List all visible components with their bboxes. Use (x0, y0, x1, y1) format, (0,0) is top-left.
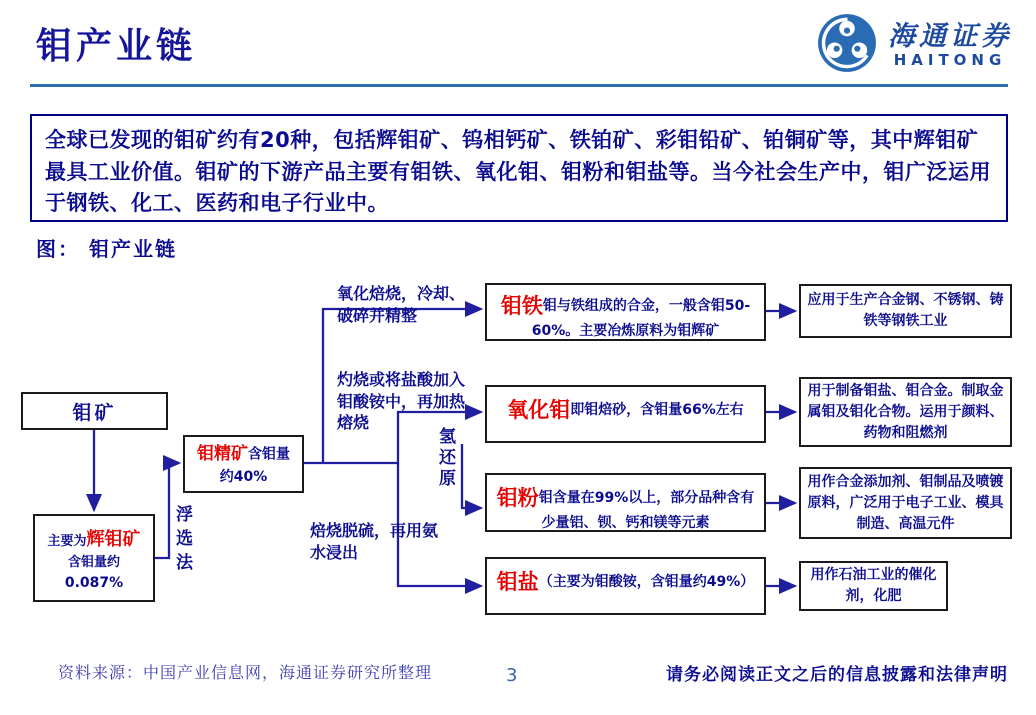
footer-disclaimer: 请务必阅读正文之后的信息披露和法律声明 (666, 665, 1008, 685)
box-molybdenum-ore-label: 钼矿 (72, 401, 117, 424)
header-rule (30, 84, 1008, 87)
box-molybdenum-oxide (485, 385, 766, 443)
product-desc: 钼含量在99%以上，部分品种含有少量铝、钡、钙和镁等元素 (538, 490, 755, 532)
box-app-steel (799, 284, 1012, 338)
box-app-petroleum (799, 561, 948, 611)
label-desulfurization: 焙烧脱硫，再用氨水浸出 (310, 521, 439, 562)
concentrate-name: 钼精矿 (197, 444, 248, 464)
logo-en-text: HAITONG (893, 50, 1007, 69)
label-flotation: 浮选法 (171, 505, 192, 577)
label-calcination: 灼烧或将盐酸加入钼酸铵中，再加热熔烧 (337, 370, 466, 433)
ore-highlight: 辉钼矿 (86, 529, 141, 550)
footer-source: 资料来源：中国产业信息网，海通证券研究所整理 (58, 663, 433, 682)
haitong-emblem-icon (816, 12, 878, 78)
figure-caption: 图： 钼产业链 (36, 237, 177, 261)
box-app-additive (799, 467, 1012, 539)
box-molybdenite (33, 514, 155, 602)
ore-suffix: 含钼量约 (67, 555, 120, 570)
product-name: 钼铁 (500, 294, 543, 318)
concentrate-desc: 含钼量约40% (219, 446, 290, 485)
label-oxidation-roasting: 氧化焙烧，冷却、破碎并精整 (337, 284, 466, 325)
box-concentrate (183, 435, 304, 493)
app-desc: 用作石油工业的催化剂，化肥 (810, 567, 937, 604)
box-molybdenum-ore (21, 392, 168, 430)
box-molybdenum-salt (485, 557, 766, 615)
label-hydrogen-reduction: 氢还原 (434, 427, 455, 490)
product-desc: 即钼焙砂，含钼量66%左右 (570, 402, 744, 419)
box-ferromolybdenum (485, 283, 766, 341)
box-molybdenum-powder (485, 473, 766, 532)
product-name: 氧化钼 (507, 398, 571, 422)
logo-cn-text: 海通证券 (888, 20, 1012, 52)
product-name: 钼盐 (496, 570, 539, 594)
box-app-salt-alloy (799, 377, 1012, 447)
app-desc: 用于制备钼盐、钼合金。制取金属钼及钼化合物。运用于颜料、药物和阻燃剂 (807, 382, 1004, 441)
app-desc: 用作合金添加剂、钼制品及喷镀原料，广泛用于电子工业、模具制造、高温元件 (807, 473, 1004, 532)
page-title: 钼产业链 (36, 26, 197, 67)
ore-value: 0.087% (64, 574, 124, 591)
page-number: 3 (506, 665, 518, 686)
ore-prefix: 主要为 (47, 534, 87, 549)
haitong-logo (816, 12, 1012, 78)
app-desc: 应用于生产合金钢、不锈钢、铸铁等钢铁工业 (807, 292, 1004, 329)
product-desc: （主要为钼酸铵，含钼量约49%） (538, 574, 755, 591)
product-name: 钼粉 (496, 486, 539, 510)
intro-box: 全球已发现的钼矿约有20种，包括辉钼矿、钨相钙矿、铁铂矿、彩钼铅矿、铂铜矿等，其中辉钼矿最具工业价值。钼矿的下游产品主要有钼铁、氧化钼、钼粉和钼盐等。当今社会生产中，钼广泛运用于钢铁、化工、医药和电子行业中。 (30, 114, 1008, 222)
product-desc: 钼与铁组成的合金，一般含钼50-60%。主要冶炼原料为钼辉矿 (531, 298, 751, 340)
